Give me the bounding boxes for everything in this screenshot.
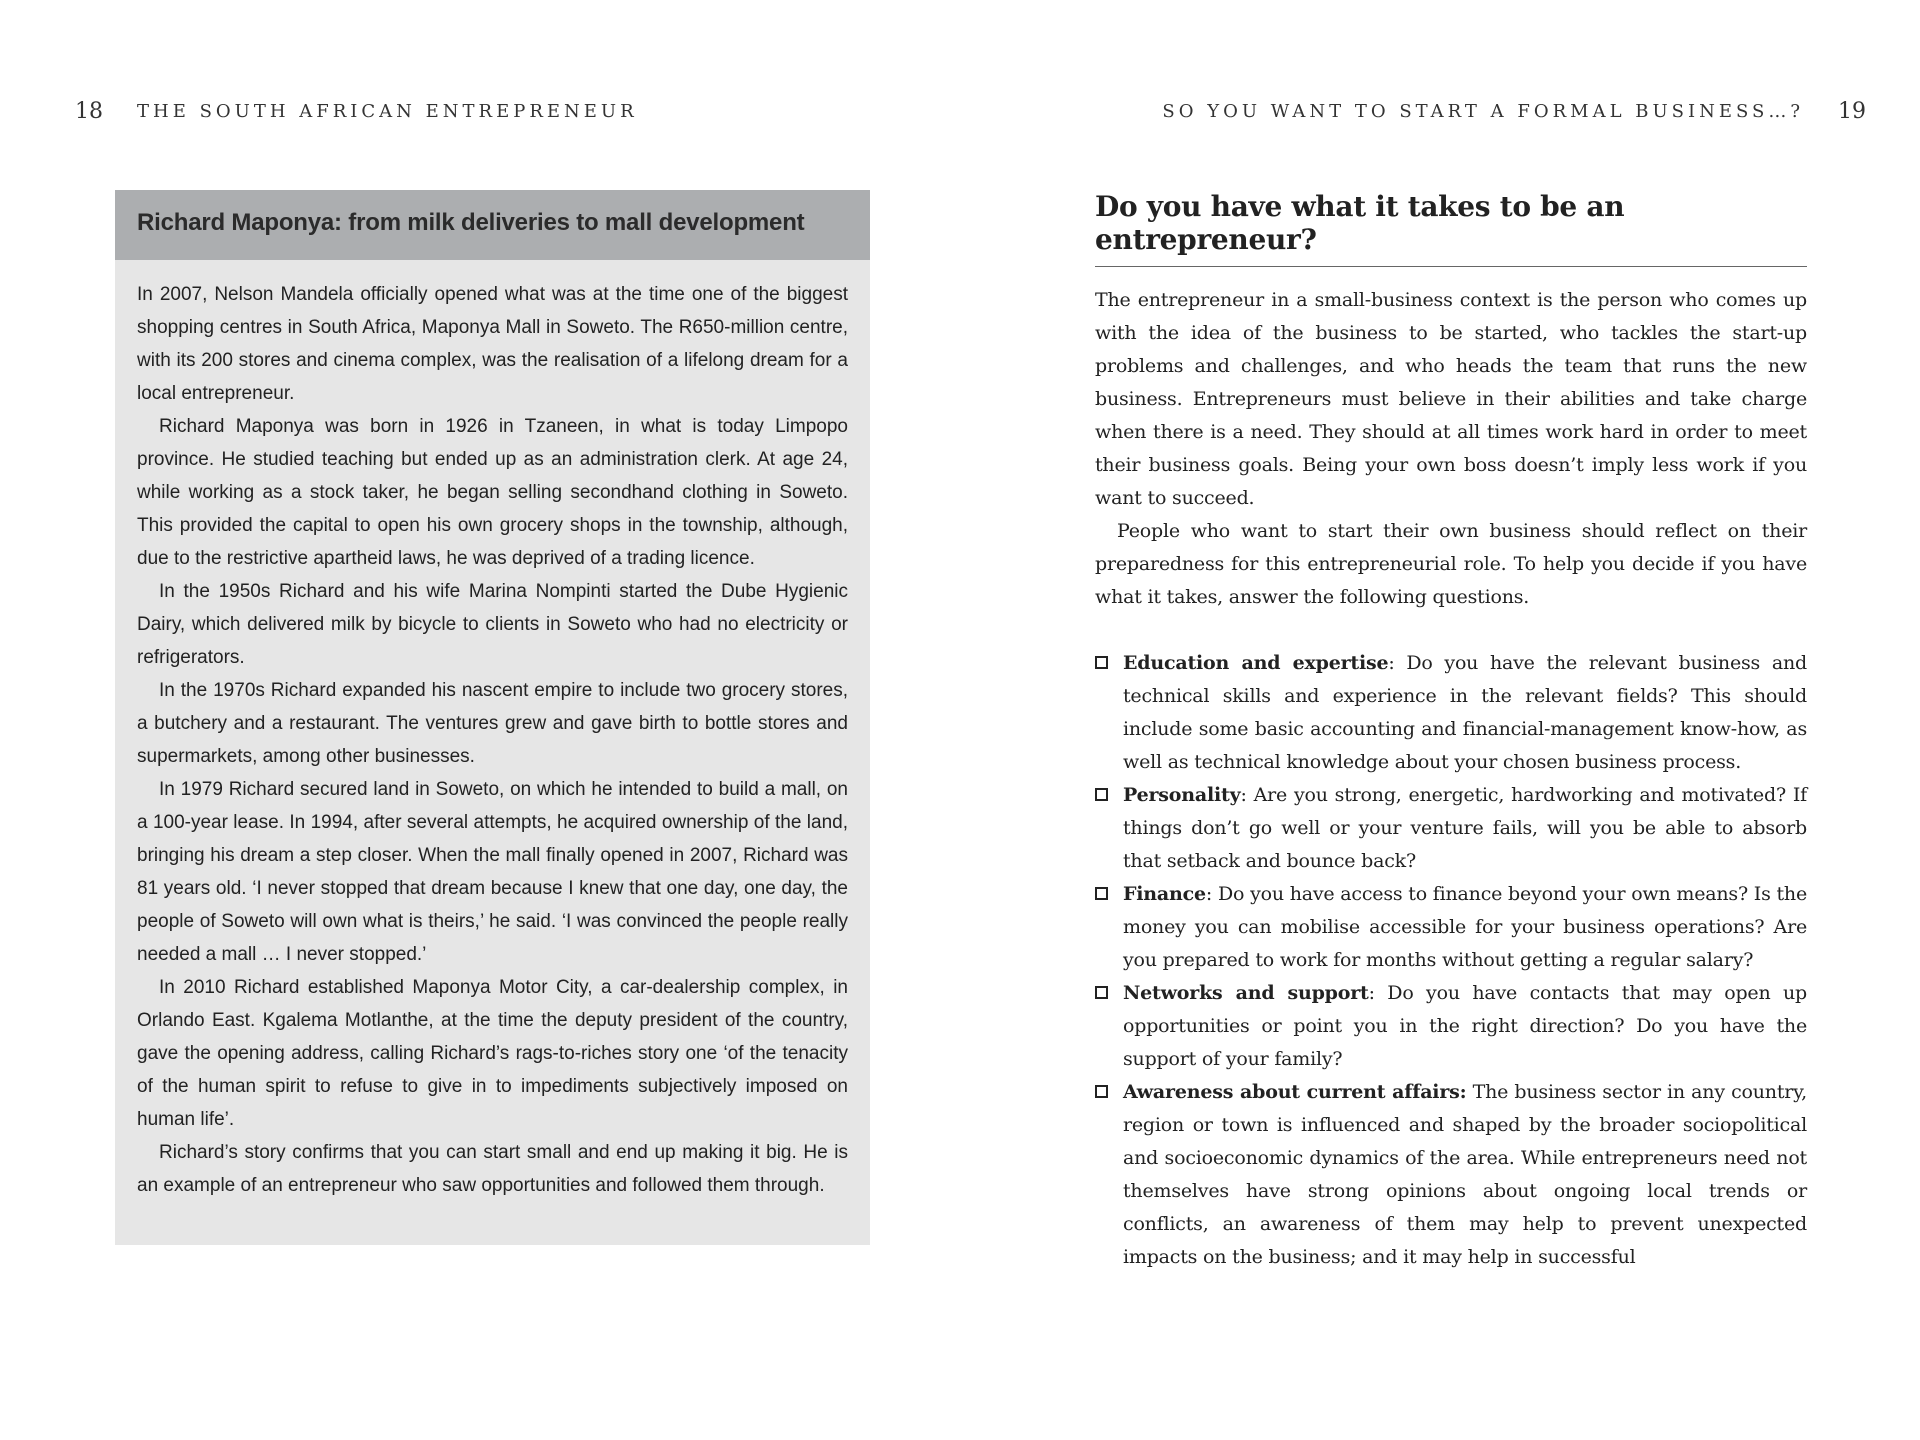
- case-study-box: [115, 190, 870, 1245]
- checklist-item: [1095, 647, 1807, 779]
- case-study-paragraph: In 2010 Richard established Maponya Motor City, a car-dealership complex, in Orlando East. Kgalema Motlanthe, at the time the deputy president of the country, gave the opening address, calling Richard’s rags-to-riches story one ‘of the tenacity of the human spirit to refuse to give in to impediments subjectively imposed on human life’.: [137, 977, 848, 1130]
- case-study-paragraph: In 1979 Richard secured land in Soweto, on which he intended to build a mall, on a 100-year lease. In 1994, after several attempts, he acquired ownership of the land, bringing his dream a step closer. When the mall finally opened in 2007, Richard was 81 years old. ‘I never stopped that dream because I knew that one day, one day, the people of Soweto will own what is theirs,’ he said. ‘I was convinced the people really needed a mall … I never stopped.’: [137, 779, 848, 965]
- checklist-text: Do you have the relevant business and technical skills and experience in the relevant fields? This should include some basic accounting and financial-management know-how, as well as technical knowledge about your chosen business process.: [1123, 652, 1807, 773]
- checkbox-icon: [1095, 656, 1108, 669]
- page-number-right: 19: [1838, 99, 1866, 124]
- checklist-separator: :: [1205, 883, 1213, 905]
- checklist-text: Are you strong, energetic, hardworking and motivated? If things don’t go well or your venture fails, will you be able to absorb that setback and bounce back?: [1123, 784, 1807, 872]
- case-study-title: Richard Maponya: from milk deliveries to mall development: [137, 209, 805, 236]
- checklist-text: The business sector in any country, region or town is influenced and shaped by the broader sociopolitical and socioeconomic dynamics of the area. While entrepreneurs need not themselves have strong opinions about ongoing local trends or conflicts, an awareness of them may help to prevent unexpected impacts on the business; and it may help in successful: [1123, 1081, 1808, 1268]
- checklist-term: Education and expertise: [1123, 652, 1389, 674]
- running-head-right: SO YOU WANT TO START A FORMAL BUSINESS…?: [1162, 101, 1804, 122]
- checkbox-icon: [1095, 986, 1108, 999]
- case-study-paragraph: Richard’s story confirms that you can start small and end up making it big. He is an example of an entrepreneur who saw opportunities and followed them through.: [137, 1142, 848, 1196]
- case-study-body: [115, 260, 870, 1202]
- checklist-item: [1095, 779, 1807, 878]
- checklist-item: [1095, 1076, 1807, 1274]
- right-page-content: [1095, 190, 1807, 1274]
- section-heading: Do you have what it takes to be an entrepreneur?: [1095, 190, 1807, 267]
- case-study-paragraph: Richard Maponya was born in 1926 in Tzaneen, in what is today Limpopo province. He studied teaching but ended up as an administration clerk. At age 24, while working as a stock taker, he began selling secondhand clothing in Soweto. This provided the capital to open his own grocery shops in the township, although, due to the restrictive apartheid laws, he was deprived of a trading licence.: [137, 416, 848, 569]
- checklist: [1095, 647, 1807, 1274]
- page-number-left: 18: [75, 99, 103, 124]
- case-study-header: [115, 190, 870, 260]
- checkbox-icon: [1095, 887, 1108, 900]
- case-study-paragraph: In 2007, Nelson Mandela officially opened what was at the time one of the biggest shopping centres in South Africa, Maponya Mall in Soweto. The R650-million centre, with its 200 stores and cinema complex, was the realisation of a lifelong dream for a local entrepreneur.: [137, 284, 848, 404]
- checklist-separator: :: [1388, 652, 1395, 674]
- checklist-term: Awareness about current affairs:: [1123, 1081, 1467, 1103]
- body-paragraph: People who want to start their own business should reflect on their preparedness for this entrepreneurial role. To help you decide if you have what it takes, answer the following questions.: [1095, 520, 1807, 608]
- checkbox-icon: [1095, 788, 1108, 801]
- checklist-text: Do you have contacts that may open up opportunities or point you in the right direction? Do you have the support of your family?: [1123, 982, 1807, 1070]
- case-study-paragraph: In the 1970s Richard expanded his nascent empire to include two grocery stores, a butchery and a restaurant. The ventures grew and gave birth to bottle stores and supermarkets, among other businesses.: [137, 680, 848, 767]
- running-head-left: THE SOUTH AFRICAN ENTREPRENEUR: [137, 101, 638, 122]
- checkbox-icon: [1095, 1085, 1108, 1098]
- checklist-separator: :: [1240, 784, 1247, 806]
- checklist-term: Personality: [1123, 784, 1241, 806]
- checklist-item: [1095, 878, 1807, 977]
- checklist-term: Networks and support: [1123, 982, 1369, 1004]
- body-paragraph: The entrepreneur in a small-business context is the person who comes up with the idea of the business to be started, who tackles the start-up problems and challenges, and who heads the team that runs the new business. Entrepreneurs must believe in their abilities and take charge when there is a need. They should at all times work hard in order to meet their business goals. Being your own boss doesn’t imply less work if you want to succeed.: [1095, 289, 1807, 509]
- checklist-item: [1095, 977, 1807, 1076]
- checklist-term: Finance: [1123, 883, 1206, 905]
- checklist-separator: :: [1368, 982, 1375, 1004]
- case-study-paragraph: In the 1950s Richard and his wife Marina Nompinti started the Dube Hygienic Dairy, which delivered milk by bicycle to clients in Soweto who had no electricity or refrigerators.: [137, 581, 848, 668]
- checklist-text: Do you have access to finance beyond your own means? Is the money you can mobilise accessible for your business operations? Are you prepared to work for months without getting a regular salary?: [1123, 883, 1807, 971]
